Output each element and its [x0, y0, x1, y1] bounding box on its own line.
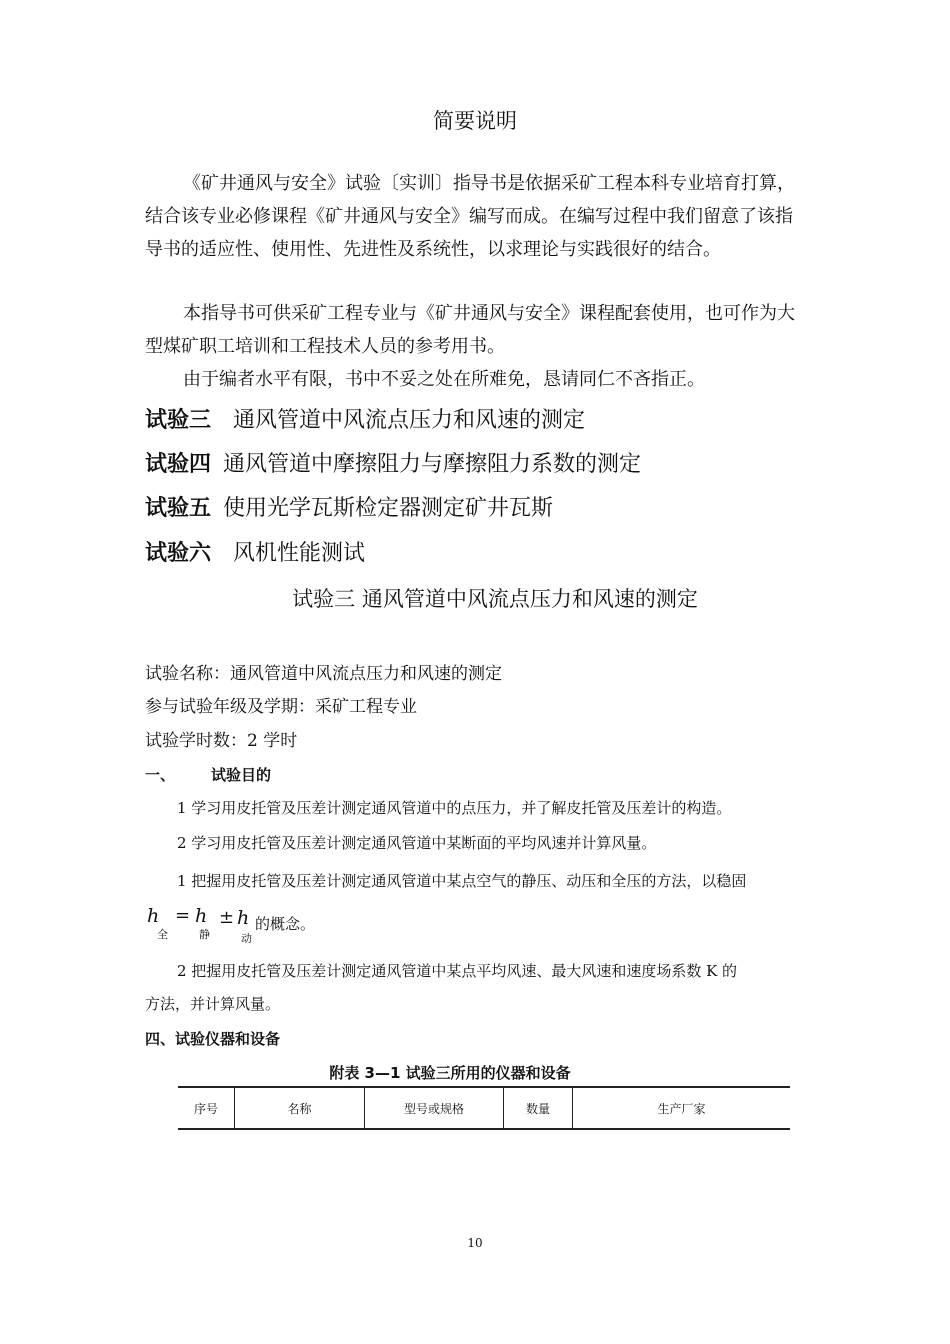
formula-op: ± [219, 907, 235, 928]
toc-label: 试验三 [145, 408, 212, 433]
objective-item-cont: 方法，并计算风量。 [145, 995, 281, 1013]
column-header: 生产厂家 [573, 1087, 791, 1129]
info-line: 试验学时数：2 学时 [145, 731, 298, 751]
toc-entry [145, 536, 365, 567]
column-header: 序号 [193, 1101, 218, 1116]
formula-var: h [237, 907, 250, 929]
toc-label: 试验五 [145, 496, 212, 521]
formula-sub: 全 [157, 928, 168, 941]
formula-op: = [175, 905, 191, 926]
toc-title: 通风管道中摩擦阻力与摩擦阻力系数的测定 [223, 452, 642, 477]
table-header-row [178, 1087, 790, 1129]
toc-title: 风机性能测试 [233, 541, 366, 566]
objective-item: 2 把握用皮托管及压差计测定通风管道中某点平均风速、最大风速和速度场系数 K 的 [177, 962, 738, 980]
toc-label: 试验四 [145, 452, 212, 477]
table-caption: 附表 3—1 试验三所用的仪器和设备 [329, 1064, 571, 1082]
column-header: 型号或规格 [365, 1087, 504, 1129]
intro-paragraph-3: 由于编者水平有限，书中不妥之处在所难免，恳请同仁不吝指正。 [183, 369, 705, 390]
toc-title: 通风管道中风流点压力和风速的测定 [233, 408, 586, 433]
equipment-table [178, 1086, 790, 1130]
formula-tail: 的概念。 [255, 915, 316, 933]
info-line: 试验名称：通风管道中风流点压力和风速的测定 [145, 664, 502, 684]
objective-item: 1 学习用皮托管及压差计测定通风管道中的点压力，并了解皮托管及压差计的构造。 [177, 799, 732, 817]
column-header: 数量 [504, 1087, 573, 1129]
objective-item: 1 把握用皮托管及压差计测定通风管道中某点空气的静压、动压和全压的方法，以稳固 [177, 872, 747, 890]
formula-var: h [195, 905, 208, 927]
objective-item: 2 学习用皮托管及压差计测定通风管道中某断面的平均风速并计算风量。 [177, 834, 657, 852]
formula-sub: 动 [241, 932, 252, 945]
intro-paragraph-1: 《矿井通风与安全》试验〔实训〕指导书是依据采矿工程本科专业培育打算， 结合该专业必修课程《矿井通风与安全》编写而成。在编写过程中我们留意了该指导书的适应性、使用性、先进性及系统性，以求理论与实践很好的结合。 [145, 173, 795, 260]
heading-equipment: 四、试验仪器和设备 [145, 1030, 281, 1048]
toc-entry [145, 447, 641, 478]
formula-var: h [147, 905, 160, 927]
toc-entry [145, 491, 553, 522]
toc-entry [145, 403, 585, 434]
pressure-formula [145, 905, 545, 945]
info-line: 参与试验年级及学期：采矿工程专业 [145, 697, 417, 717]
heading-text: 试验目的 [211, 766, 272, 784]
toc-title: 使用光学瓦斯检定器测定矿井瓦斯 [223, 496, 554, 521]
section-title: 试验三 通风管道中风流点压力和风速的测定 [292, 587, 698, 611]
heading-number: 一、 [145, 766, 176, 784]
column-header: 名称 [235, 1087, 365, 1129]
formula-sub: 静 [199, 928, 210, 941]
page-number: 10 [467, 1236, 483, 1250]
doc-title: 简要说明 [433, 109, 517, 133]
toc-label: 试验六 [145, 541, 212, 566]
intro-paragraph-2: 本指导书可供采矿工程专业与《矿井通风与安全》课程配套使用，也可作为大型煤矿职工培训和工程技术人员的参考用书。 [145, 303, 795, 357]
heading-objectives [145, 764, 271, 785]
